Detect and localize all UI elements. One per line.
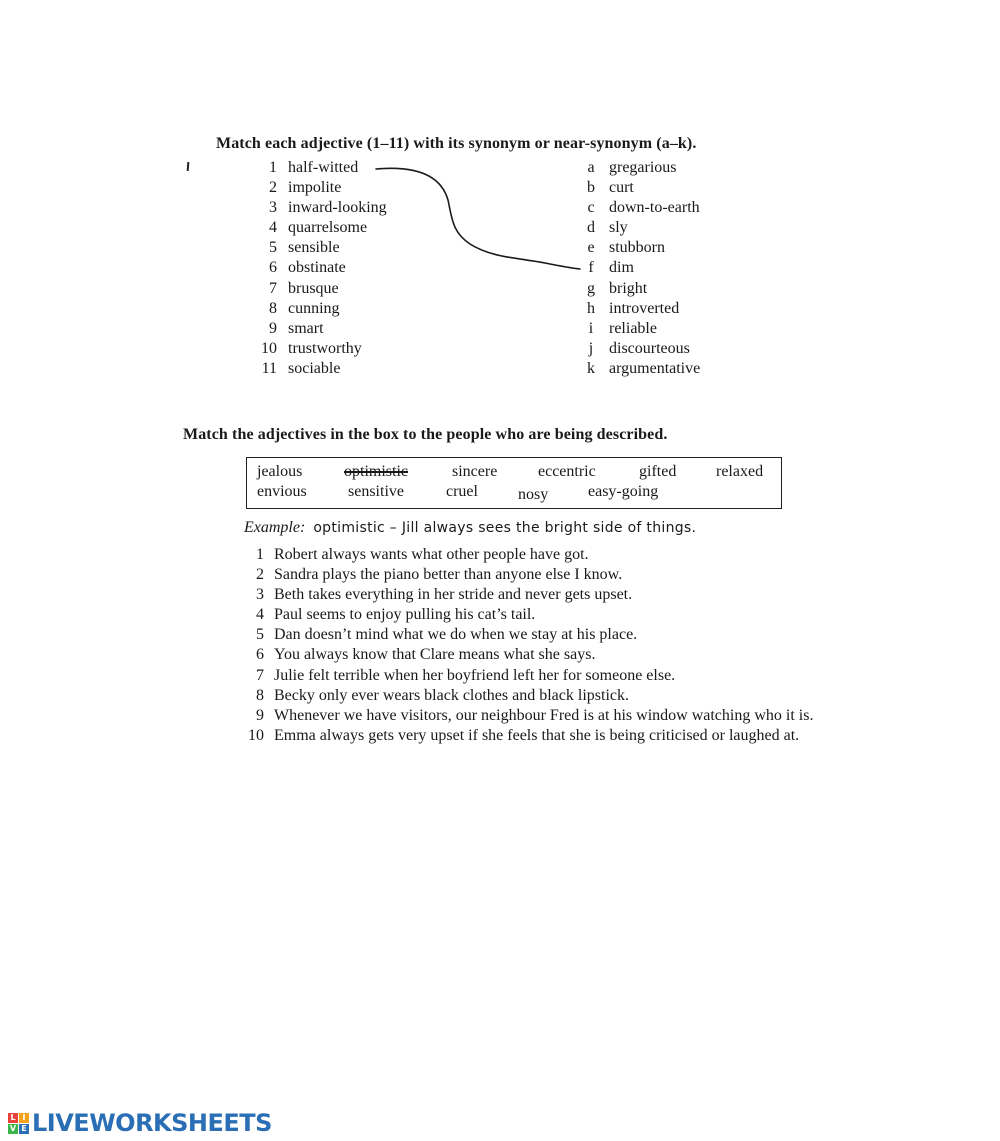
sentence-text: Emma always gets very upset if she feels that she is being criticised or laughed at. — [274, 726, 800, 744]
item-letter: f — [588, 259, 594, 277]
sentence-item[interactable] — [244, 605, 813, 625]
word-box — [246, 457, 782, 509]
item-word: down-to-earth — [609, 199, 700, 217]
sentence-item[interactable] — [244, 706, 813, 726]
item-letter: e — [587, 239, 595, 257]
sentence-item[interactable] — [244, 645, 813, 665]
item-word: argumentative — [609, 359, 701, 377]
logo-tile: I — [19, 1113, 29, 1123]
sentence-text: Paul seems to enjoy pulling his cat’s tail. — [274, 606, 536, 624]
box-word[interactable]: nosy — [518, 486, 549, 503]
box-word[interactable]: jealous — [257, 463, 303, 480]
item-number: 9 — [269, 319, 277, 337]
item-number: 6 — [256, 646, 264, 664]
item-letter: i — [588, 319, 594, 337]
item-letter: h — [587, 299, 595, 317]
item-word: reliable — [609, 319, 657, 337]
box-word[interactable]: eccentric — [538, 463, 596, 480]
item-word: dim — [609, 259, 634, 277]
sentence-text: Sandra plays the piano better than anyone else I know. — [274, 566, 623, 584]
sentence-text: Robert always wants what other people have got. — [274, 546, 589, 563]
sentence-item[interactable] — [244, 666, 813, 686]
example-line — [244, 519, 696, 537]
sentence-item[interactable] — [244, 686, 813, 706]
sentence-item[interactable] — [244, 585, 813, 605]
item-word: half-witted — [288, 159, 359, 176]
item-word: inward-looking — [288, 199, 387, 217]
section2-heading: Match the adjectives in the box to the people who are being described. — [183, 426, 668, 443]
item-word: obstinate — [288, 259, 346, 277]
item-number: 3 — [256, 586, 264, 604]
item-word: quarrelsome — [288, 219, 368, 237]
item-letter: d — [587, 219, 595, 237]
item-word: gregarious — [609, 159, 677, 176]
item-letter: b — [587, 179, 595, 197]
section1-heading: Match each adjective (1–11) with its synonym or near-synonym (a–k). — [216, 135, 697, 152]
item-letter: c — [587, 199, 595, 217]
box-word[interactable]: relaxed — [716, 463, 764, 480]
item-number: 1 — [256, 546, 264, 563]
item-number: 7 — [269, 279, 277, 297]
item-word: sly — [609, 219, 628, 237]
sentence-item[interactable] — [244, 545, 813, 565]
logo-icon — [8, 1113, 29, 1134]
item-number: 2 — [256, 566, 264, 584]
item-word: bright — [609, 279, 648, 297]
item-word: sociable — [288, 359, 341, 377]
item-word: sensible — [288, 239, 340, 257]
item-number: 11 — [261, 359, 277, 377]
item-word: discourteous — [609, 339, 690, 357]
item-word: trustworthy — [288, 339, 362, 357]
box-word[interactable]: easy-going — [588, 483, 659, 500]
sentence-text: Julie felt terrible when her boyfriend left her for someone else. — [274, 666, 676, 684]
logo-tile: L — [8, 1113, 18, 1123]
sentence-text: Whenever we have visitors, our neighbour Fred is at his window watching who it is. — [274, 706, 814, 724]
box-word[interactable]: envious — [257, 483, 307, 500]
item-number: 2 — [269, 179, 277, 197]
item-number: 10 — [248, 726, 264, 744]
item-word: introverted — [609, 299, 680, 317]
box-word[interactable]: sensitive — [348, 483, 404, 500]
sentence-list — [244, 545, 813, 746]
matching-line — [0, 0, 1000, 400]
item-letter: g — [587, 279, 595, 297]
sentence-text: Dan doesn’t mind what we do when we stay at his place. — [274, 626, 638, 644]
item-word: curt — [609, 179, 634, 197]
logo-text: LIVEWORKSHEETS — [32, 1109, 272, 1137]
example-answer: optimistic – Jill always sees the bright side of things. — [313, 520, 697, 536]
item-word: stubborn — [609, 239, 665, 257]
item-letter: k — [587, 359, 595, 377]
sentence-text: You always know that Clare means what she says. — [274, 646, 596, 664]
item-number: 8 — [256, 686, 264, 704]
item-number: 5 — [269, 239, 277, 257]
item-number: 3 — [269, 199, 277, 217]
item-number: 8 — [269, 299, 277, 317]
item-number: 7 — [256, 666, 264, 684]
item-word: smart — [288, 319, 324, 337]
box-word[interactable]: cruel — [446, 483, 478, 500]
logo-tile: V — [9, 1123, 17, 1133]
sentence-item[interactable] — [244, 726, 813, 746]
box-word-used[interactable]: optimistic — [344, 463, 408, 480]
item-number: 4 — [269, 219, 277, 237]
item-number: 5 — [256, 626, 264, 644]
sentence-text: Becky only ever wears black clothes and black lipstick. — [274, 686, 629, 704]
item-word: cunning — [288, 299, 340, 317]
item-word: brusque — [288, 279, 339, 297]
item-letter: a — [587, 159, 595, 176]
box-word[interactable]: gifted — [639, 463, 677, 480]
item-letter: j — [588, 339, 594, 357]
sentence-text: Beth takes everything in her stride and never gets upset. — [274, 586, 633, 604]
item-number: 4 — [256, 606, 264, 624]
sentence-item[interactable] — [244, 565, 813, 585]
liveworksheets-logo[interactable] — [8, 1109, 272, 1137]
logo-tile: E — [19, 1124, 29, 1134]
item-number: 6 — [269, 259, 277, 277]
box-word[interactable]: sincere — [452, 463, 498, 480]
item-word: impolite — [288, 179, 342, 197]
item-number: 9 — [256, 706, 264, 724]
item-number: 1 — [269, 159, 277, 176]
example-label: Example: — [244, 519, 306, 536]
sentence-item[interactable] — [244, 625, 813, 645]
item-number: 10 — [261, 339, 277, 357]
